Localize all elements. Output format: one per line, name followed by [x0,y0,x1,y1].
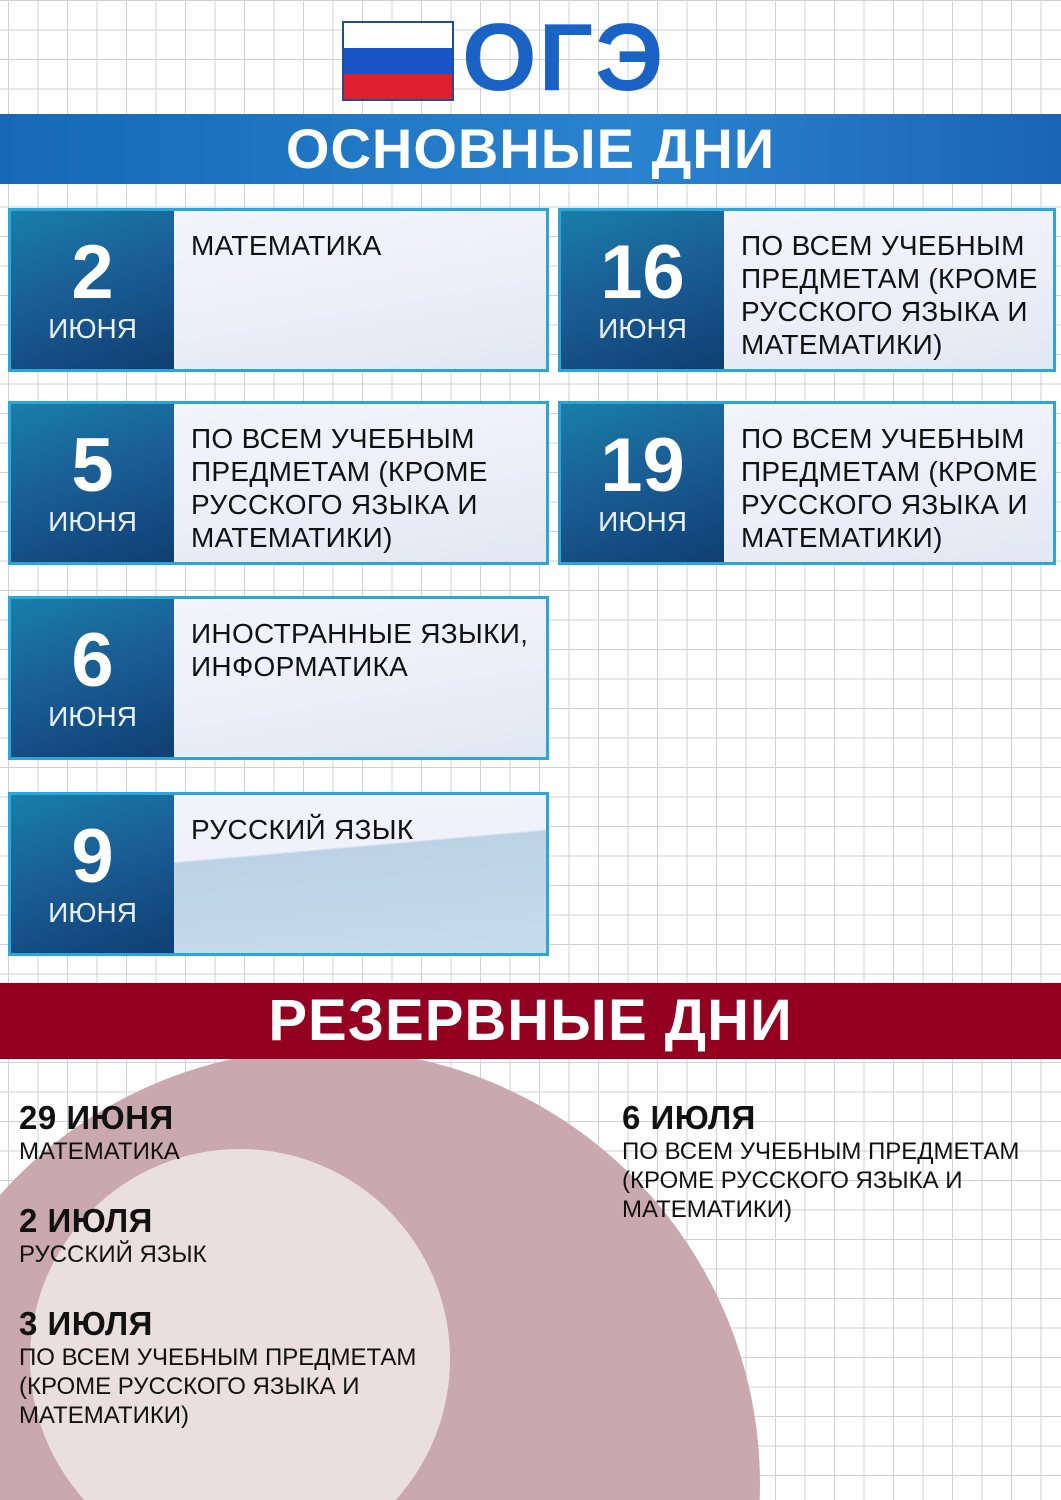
page-title: ОГЭ [462,4,666,111]
day-number: 9 [71,814,114,899]
exam-card-math [8,208,549,372]
exam-card-subjects-5 [8,401,549,565]
month-label: ИЮНЯ [48,506,137,537]
subject-text: ИНОСТРАННЫЕ ЯЗЫКИ, ИНФОРМАТИКА [174,599,546,757]
header [0,4,1061,111]
exam-card-russian [8,792,549,956]
reserve-date: 6 ИЮЛЯ [622,1099,756,1136]
day-number: 5 [71,423,114,508]
reserve-item [19,1305,449,1430]
subject-text: ПО ВСЕМ УЧЕБНЫМ ПРЕДМЕТАМ (КРОМЕ РУССКОГО ЯЗЫКА И МАТЕМАТИКИ) [724,404,1053,562]
date-block [561,211,724,369]
day-number: 19 [600,423,685,508]
month-label: ИЮНЯ [48,701,137,732]
day-number: 6 [71,618,114,703]
reserve-subject: ПО ВСЕМ УЧЕБНЫМ ПРЕДМЕТАМ (КРОМЕ РУССКОГО ЯЗЫКА И МАТЕМАТИКИ) [622,1138,1020,1223]
subject-text: МАТЕМАТИКА [174,211,546,369]
date-block [11,599,174,757]
exam-card-languages [8,596,549,760]
date-block [11,211,174,369]
russian-flag-icon [342,21,454,101]
month-label: ИЮНЯ [48,897,137,928]
day-number: 2 [71,230,114,315]
reserve-subject: МАТЕМАТИКА [19,1138,180,1165]
month-label: ИЮНЯ [48,313,137,344]
main-days-heading: ОСНОВНЫЕ ДНИ [0,114,1061,184]
subject-text: РУССКИЙ ЯЗЫК [174,795,546,953]
month-label: ИЮНЯ [598,313,687,344]
date-block [11,795,174,953]
subject-text: ПО ВСЕМ УЧЕБНЫМ ПРЕДМЕТАМ (КРОМЕ РУССКОГО ЯЗЫКА И МАТЕМАТИКИ) [174,404,546,562]
reserve-subject: ПО ВСЕМ УЧЕБНЫМ ПРЕДМЕТАМ (КРОМЕ РУССКОГО ЯЗЫКА И МАТЕМАТИКИ) [19,1344,417,1429]
date-block [11,404,174,562]
reserve-subject: РУССКИЙ ЯЗЫК [19,1241,207,1268]
reserve-days-heading: РЕЗЕРВНЫЕ ДНИ [0,983,1061,1059]
subject-text: ПО ВСЕМ УЧЕБНЫМ ПРЕДМЕТАМ (КРОМЕ РУССКОГО ЯЗЫКА И МАТЕМАТИКИ) [724,211,1053,369]
reserve-item [19,1099,439,1166]
month-label: ИЮНЯ [598,506,687,537]
reserve-item [622,1099,1042,1224]
reserve-section [0,1059,1061,1500]
exam-card-subjects-19 [558,401,1056,565]
reserve-date: 3 ИЮЛЯ [19,1305,153,1342]
exam-card-subjects-16 [558,208,1056,372]
reserve-date: 29 ИЮНЯ [19,1099,174,1136]
reserve-date: 2 ИЮЛЯ [19,1202,153,1239]
date-block [561,404,724,562]
day-number: 16 [600,230,685,315]
reserve-item [19,1202,439,1269]
